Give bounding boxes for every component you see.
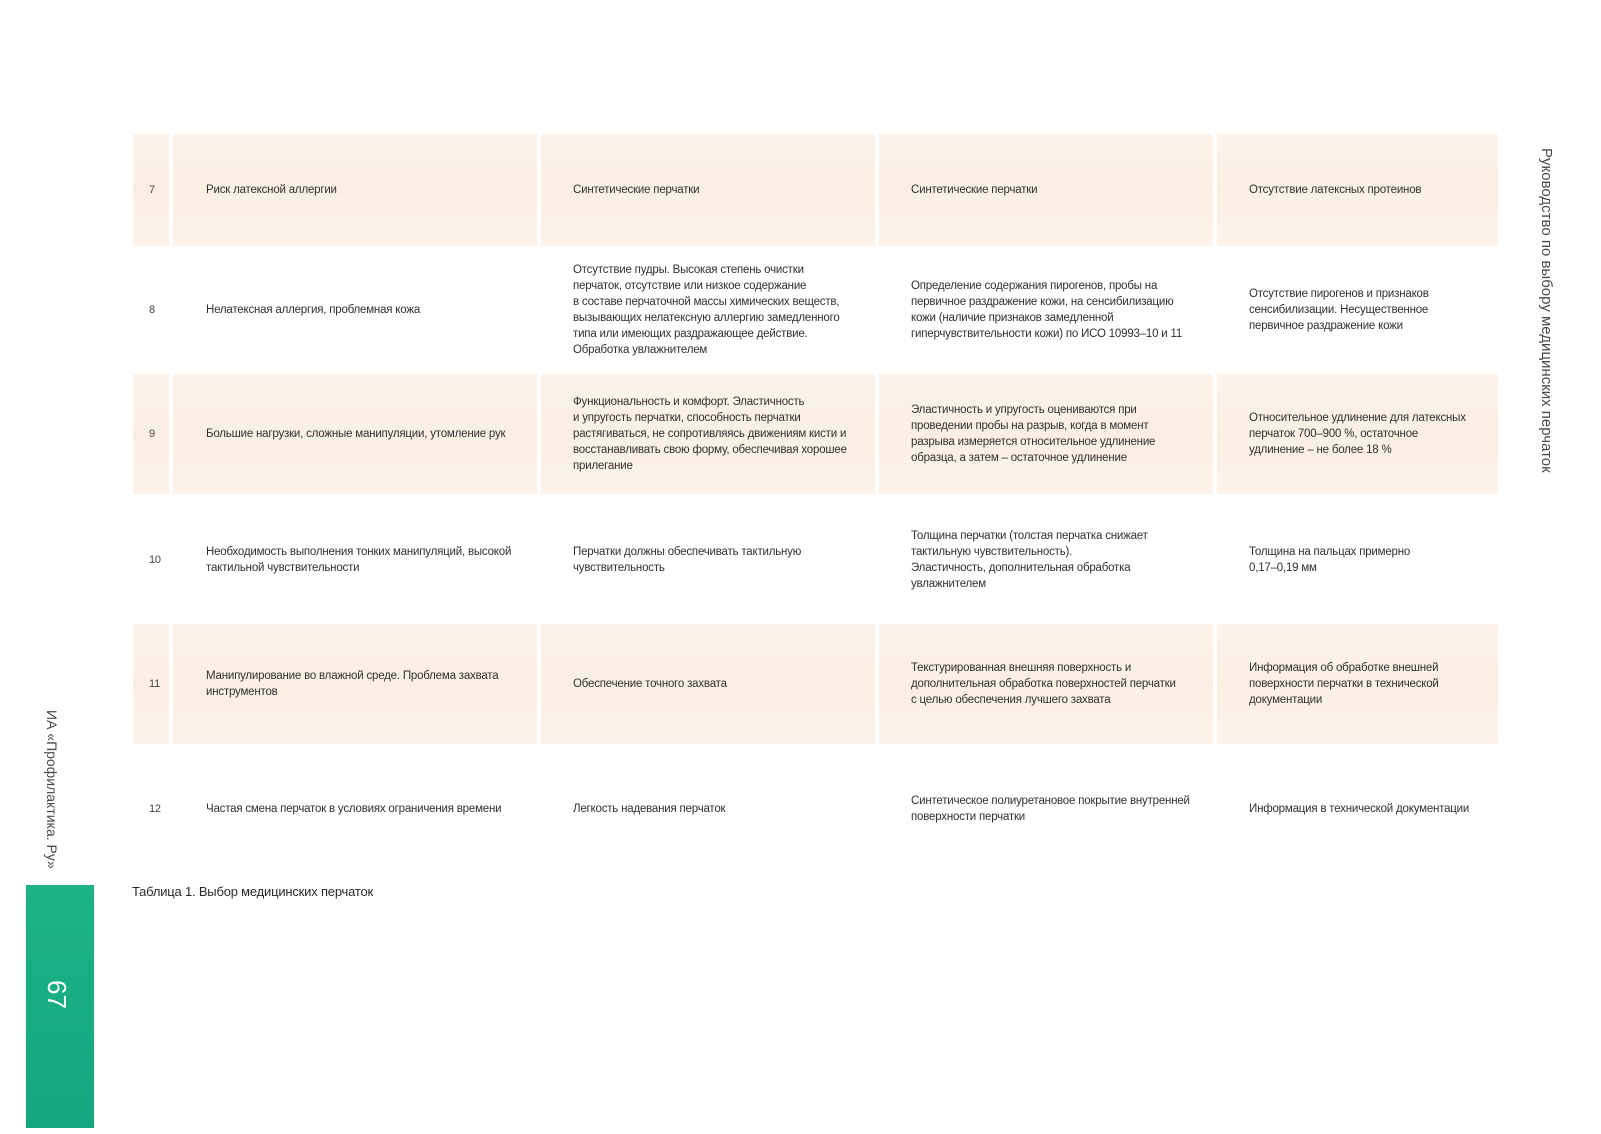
table-row	[133, 624, 1498, 744]
method-cell: Толщина перчатки (толстая перчатка снижает тактильную чувствительность). Эластичность, дополнительная обработка увлажнителем	[911, 530, 1148, 590]
running-title	[1537, 148, 1557, 488]
row-number: 11	[133, 624, 173, 744]
method-cell: Определение содержания пирогенов, пробы на первичное раздражение кожи, на сенсибилизацию кожи (наличие признаков замедленной гиперчувствительности кожи) по ИСО 10993–10 и 11	[911, 280, 1183, 340]
requirement-cell: Легкость надевания перчаток	[573, 803, 726, 815]
result-cell: Отсутствие пирогенов и признаков сенсибилизации. Несущественное первичное раздражение кожи	[1249, 288, 1429, 332]
running-title-text: Руководство по выбору медицинских перчаток	[1538, 148, 1555, 473]
method-cell: Синтетическое полиуретановое покрытие внутренней поверхности перчатки	[911, 795, 1190, 823]
row-number: 7	[133, 134, 173, 246]
requirement-cell: Синтетические перчатки	[541, 134, 879, 246]
table-row	[133, 134, 1498, 246]
need-cell: Частая смена перчаток в условиях ограничения времени	[206, 803, 502, 815]
publisher-text: ИА «Профилактика. Ру»	[44, 710, 60, 869]
table-row	[133, 250, 1498, 370]
result-cell: Относительное удлинение для латексных перчаток 700–900 %, остаточное удлинение – не более 18 %	[1249, 412, 1466, 456]
need-cell: Риск латексной аллергии	[173, 134, 541, 246]
row-number: 10	[149, 554, 161, 566]
result-cell: Информация в технической документации	[1249, 803, 1470, 815]
publisher-label	[44, 710, 78, 869]
need-cell: Необходимость выполнения тонких манипуляций, высокой тактильной чувствительности	[206, 546, 512, 574]
row-number: 8	[149, 304, 155, 316]
requirement-cell: Функциональность и комфорт. Эластичность и упругость перчатки, способность перчатки растягиваться, не сопротивляясь движениям кисти и восстанавливать свою форму, обеспечивая хорошее прилегание	[541, 374, 879, 494]
page-number	[40, 980, 80, 1020]
method-cell: Синтетические перчатки	[879, 134, 1217, 246]
need-cell: Манипулирование во влажной среде. Проблема захвата инструментов	[173, 624, 541, 744]
result-cell: Толщина на пальцах примерно 0,17–0,19 мм	[1249, 546, 1411, 574]
row-number: 9	[133, 374, 173, 494]
result-cell: Информация об обработке внешней поверхности перчатки в технической документации	[1249, 662, 1439, 706]
table-row	[133, 374, 1498, 494]
requirement-cell: Перчатки должны обеспечивать тактильную чувствительность	[573, 546, 802, 574]
table-caption: Таблица 1. Выбор медицинских перчаток	[132, 884, 374, 899]
table-row	[133, 500, 1498, 620]
method-cell: Текстурированная внешняя поверхность и дополнительная обработка поверхностей перчатки с целью обеспечения лучшего захвата	[879, 624, 1217, 744]
method-cell: Эластичность и упругость оцениваются при проведении пробы на разрыв, когда в момент разрыва измеряется относительное удлинение образца, а затем – остаточное удлинение	[879, 374, 1217, 494]
requirement-cell: Отсутствие пудры. Высокая степень очистки перчаток, отсутствие или низкое содержание в составе перчаточной массы химических веществ, вызывающих нелатексную аллергию замедленного типа или имеющих раздражающее действие. Обработка увлажнителем	[573, 264, 840, 356]
need-cell: Нелатексная аллергия, проблемная кожа	[206, 304, 421, 316]
table-row	[133, 750, 1498, 868]
need-cell: Большие нагрузки, сложные манипуляции, утомление рук	[173, 374, 541, 494]
requirement-cell: Обеспечение точного захвата	[541, 624, 879, 744]
result-cell: Отсутствие латексных протеинов	[1249, 184, 1422, 196]
page-number-text: 67	[42, 980, 72, 1009]
row-number: 12	[149, 803, 161, 815]
